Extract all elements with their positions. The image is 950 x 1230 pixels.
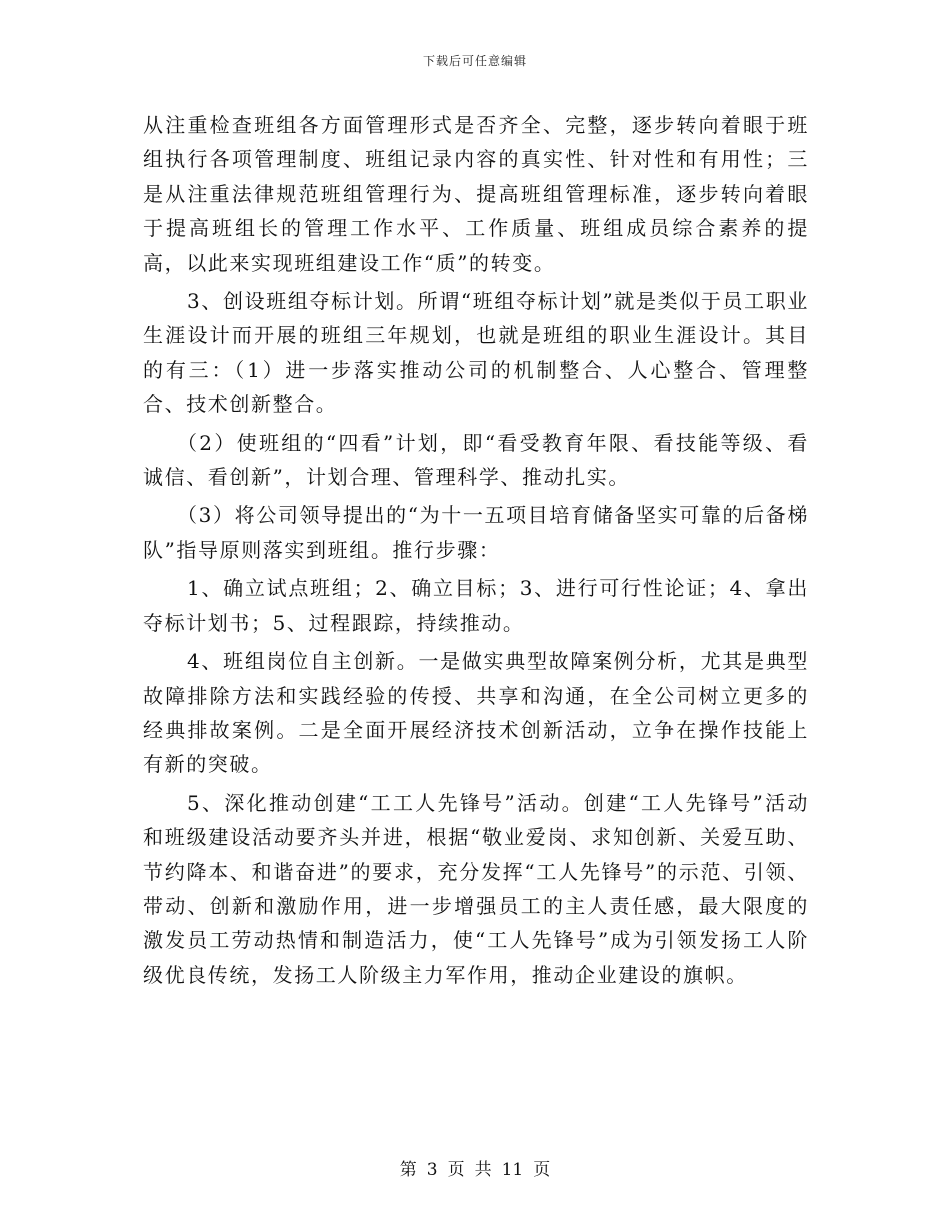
paragraph-sub-2: （2）使班组的“四看”计划，即“看受教育年限、看技能等级、看诚信、看创新”，计划合理、管理科学、推动扎实。 bbox=[143, 430, 809, 490]
paragraph-sub-3: （3）将公司领导提出的“为十一五项目培育储备坚实可靠的后备梯队”指导原则落实到班组。推行步骤： bbox=[143, 503, 809, 562]
footer-suffix: 页 bbox=[533, 1160, 551, 1180]
paragraph-item-4: 4、班组岗位自主创新。一是做实典型故障案例分析，尤其是典型故障排除方法和实践经验的传授、共享和沟通，在全公司树立更多的经典排故案例。二是全面开展经济技术创新活动，立争在操作技能上有新的突破。 bbox=[143, 649, 809, 777]
paragraph-continuation: 从注重检查班组各方面管理形式是否齐全、完整，逐步转向着眼于班组执行各项管理制度、班组记录内容的真实性、针对性和有用性；三是从注重法律规范班组管理行为、提高班组管理标准，逐步转向着眼于提高班组长的管理工作水平、工作质量、班组成员综合素养的提高，以此来实现班组建设工作“质”的转变。 bbox=[143, 113, 809, 275]
paragraph-item-5: 5、深化推动创建“工工人先锋号”活动。创建“工人先锋号”活动和班级建设活动要齐头并进，根据“敬业爱岗、求知创新、关爱互助、节约降本、和谐奋进”的要求，充分发挥“工人先锋号”的示范、引领、带动、创新和激励作用，进一步增强员工的主人责任感，最大限度的激发员工劳动热情和制造活力，使“工人先锋号”成为引领发扬工人阶级优良传统，发扬工人阶级主力军作用，推动企业建设的旗帜。 bbox=[143, 790, 809, 987]
footer-page-number: 3 bbox=[426, 1160, 438, 1180]
page-footer bbox=[0, 1155, 950, 1180]
footer-total-prefix: 共 bbox=[474, 1160, 492, 1180]
footer-total-pages: 11 bbox=[501, 1160, 524, 1180]
footer-page-label: 页 bbox=[447, 1160, 465, 1180]
page-header-note: 下载后可任意编辑 bbox=[422, 54, 527, 68]
footer-prefix: 第 bbox=[399, 1160, 417, 1180]
paragraph-item-3: 3、创设班组夺标计划。所谓“班组夺标计划”就是类似于员工职业生涯设计而开展的班组三年规划，也就是班组的职业生涯设计。其目的有三：（1）进一步落实推动公司的机制整合、人心整合、管理整合、技术创新整合。 bbox=[143, 289, 809, 417]
paragraph-steps: 1、确立试点班组；2、确立目标；3、进行可行性论证；4、拿出夺标计划书；5、过程跟踪，持续推动。 bbox=[143, 576, 809, 635]
document-body bbox=[143, 108, 809, 992]
